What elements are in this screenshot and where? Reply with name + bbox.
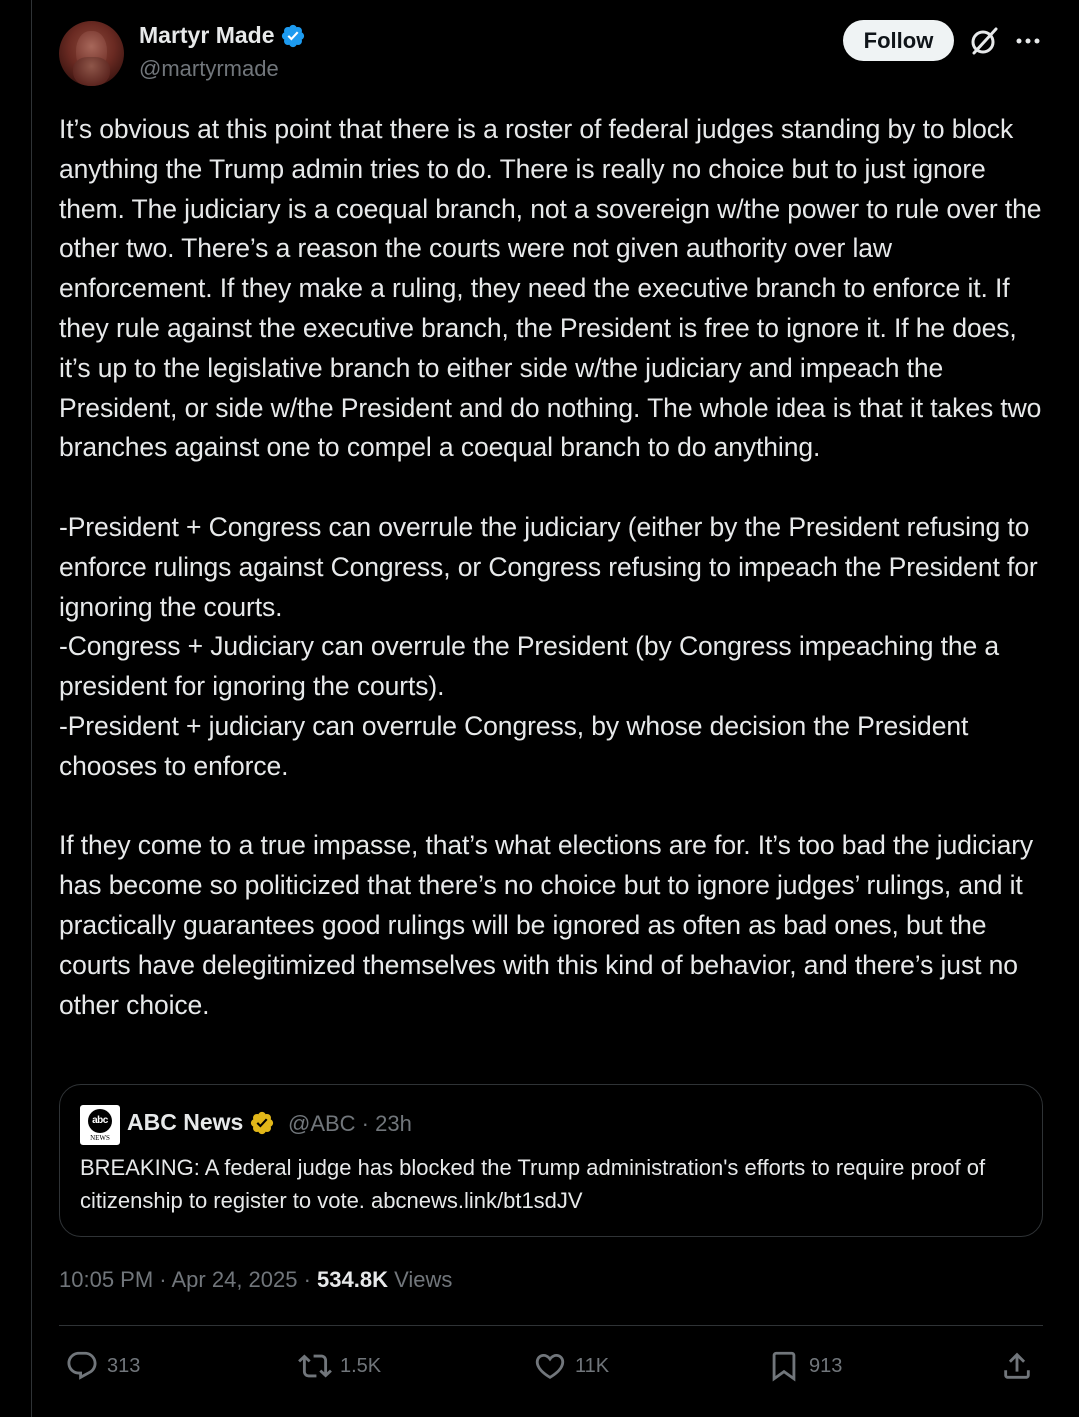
abc-logo-circle: abc <box>88 1109 112 1133</box>
abc-logo-news: NEWS <box>90 1133 110 1142</box>
follow-button[interactable]: Follow <box>843 20 954 61</box>
avatar-beard <box>73 57 110 86</box>
repost-count: 1.5K <box>340 1354 382 1377</box>
heart-icon <box>533 1349 567 1383</box>
like-button[interactable] <box>533 1348 609 1384</box>
bookmark-icon <box>767 1349 801 1383</box>
more-icon[interactable] <box>1014 30 1042 52</box>
abc-news-logo <box>80 1105 120 1145</box>
bookmark-count: 913 <box>809 1354 843 1377</box>
tweet-timestamp[interactable]: 10:05 PM · Apr 24, 2025 · <box>59 1267 318 1292</box>
repost-button[interactable] <box>298 1348 381 1384</box>
share-icon <box>1000 1349 1034 1383</box>
quote-handle-time: @ABC · 23h <box>288 1111 412 1136</box>
reply-count: 313 <box>107 1354 141 1377</box>
tweet-meta <box>59 1267 452 1293</box>
author-display-name[interactable] <box>139 22 306 49</box>
avatar[interactable] <box>59 21 124 86</box>
reply-icon <box>65 1349 99 1383</box>
tweet-text: It’s obvious at this point that there is a roster of federal judges standing by to block anything the Trump admin tries to do. There is really no choice but to just ignore them. The judiciary is a coequal branch, not a sovereign w/the power to rule over the other two. There’s a reason the courts were not given authority over law enforcement. If they make a ruling, they need the executive branch to enforce it. If they rule against the executive branch, the President is free to ignore it. If he does, it’s up to the legislative branch to either side w/the judiciary and impeach the President, or side w/the President and do nothing. The whole idea is that it takes two branches against one to compel a coequal branch to do anything. -President + Congress can overrule the judiciary (either by the President refusing to enforce rulings against Congress, or Congress refusing to impeach the President for ignoring the courts. -Congress + Judiciary can overrule the President (by Congress impeaching the a president for ignoring the courts). -President + judiciary can overrule Congress, by whose decision the President chooses to enforce. If they come to a true impasse, that’s what elections are for. It’s too bad the judiciary has become so politicized that there’s no choice but to ignore judges’ rulings, and it practically guarantees good rulings will be ignored as often as bad ones, but the courts have delegitimized themselves with this kind of behavior, and there’s just no other choice. <box>59 114 1042 1020</box>
quoted-tweet[interactable] <box>59 1084 1043 1237</box>
share-button[interactable] <box>1000 1348 1042 1384</box>
views-count: 534.8K <box>317 1267 388 1292</box>
verified-badge-icon <box>280 23 306 49</box>
grok-icon[interactable] <box>968 25 1000 57</box>
repost-icon <box>298 1349 332 1383</box>
author-handle[interactable]: @martyrmade <box>139 56 279 81</box>
bookmark-button[interactable] <box>767 1348 842 1384</box>
verified-gold-badge-icon <box>249 1110 275 1136</box>
author-name-text: Martyr Made <box>139 22 275 48</box>
like-count: 11K <box>575 1354 610 1377</box>
quote-display-name <box>127 1109 275 1136</box>
divider <box>59 1325 1043 1326</box>
reply-button[interactable] <box>65 1348 140 1384</box>
quote-text: BREAKING: A federal judge has blocked the Trump administration's efforts to require proof of citizenship to register to vote. abcnews.link/bt1sdJV <box>80 1155 986 1213</box>
quote-name-text: ABC News <box>127 1109 244 1135</box>
views-label: Views <box>388 1267 453 1292</box>
